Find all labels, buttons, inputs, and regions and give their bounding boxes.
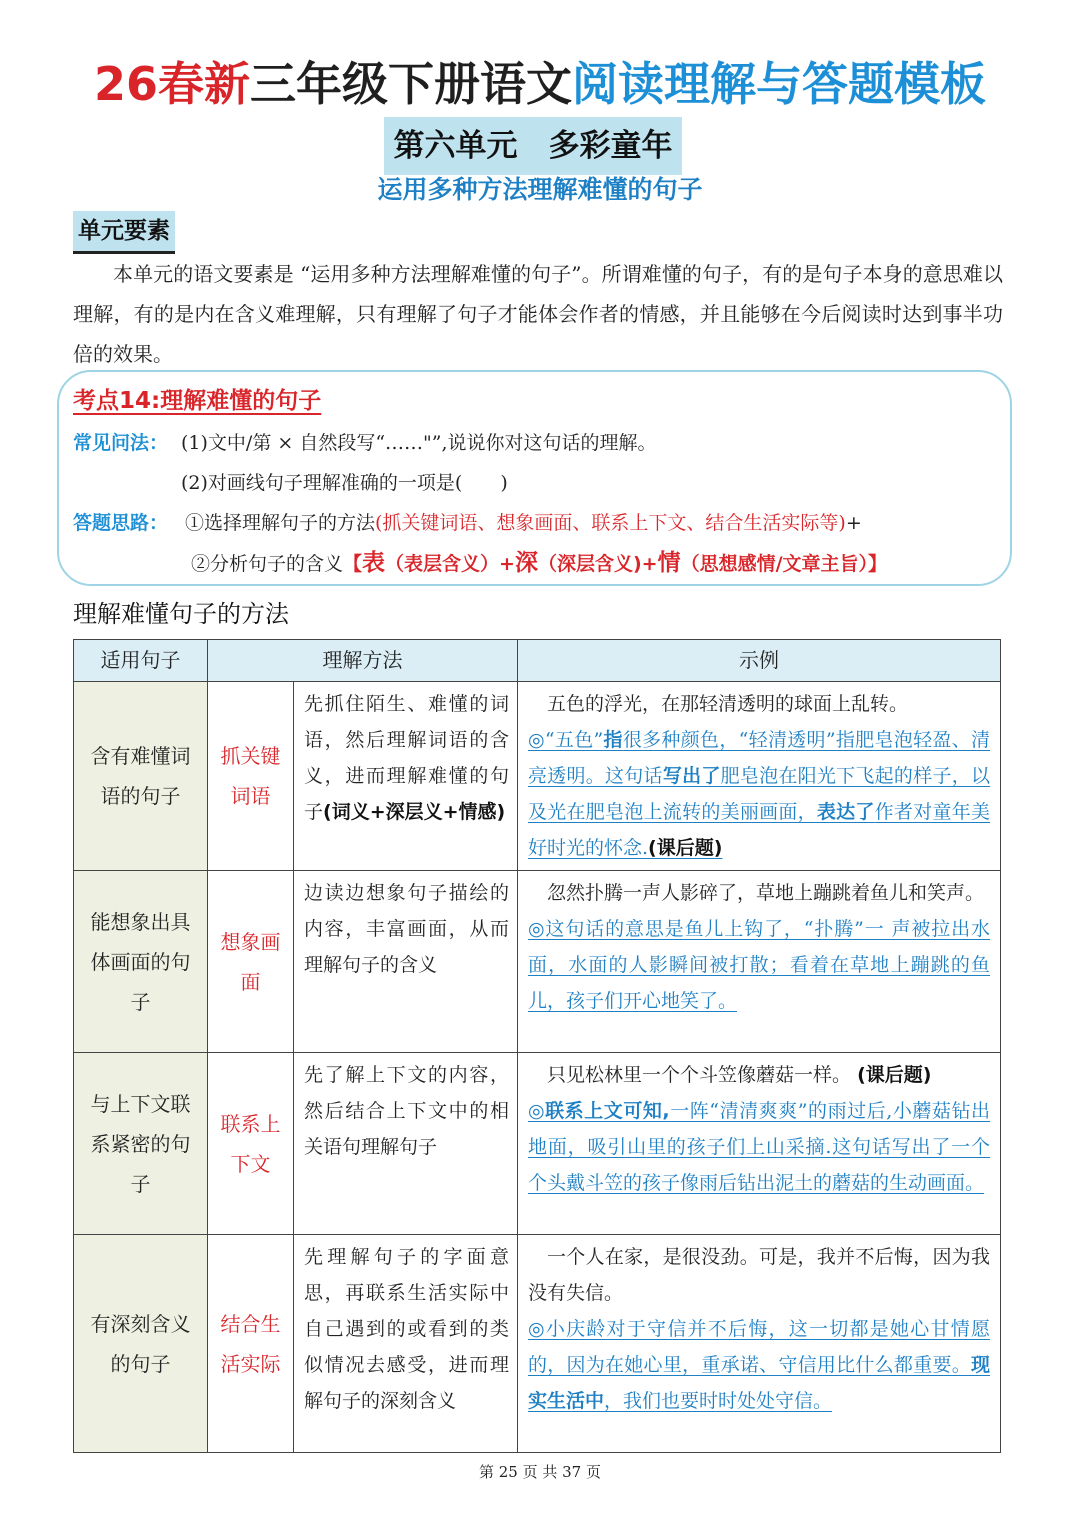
method-desc: 先抓住陌生、难懂的词语，然后理解词语的含义，进而理解难懂的句子 [304, 693, 509, 823]
formula-deep-note: （深层含义)+ [537, 553, 658, 575]
question-2: (2)对画线句子理解准确的一项是( ) [181, 472, 508, 494]
example-sentence: 一个人在家，是很没劲。可是，我并不后悔，因为我没有失信。 [528, 1246, 990, 1304]
title-part-black: 三年级下册语文 [250, 57, 572, 111]
answer-formula [343, 550, 888, 576]
column-header: 适用句子 [74, 640, 208, 682]
method-cell: 想象画面 [208, 871, 294, 1053]
answer-step-1: ①选择理解句子的方法 [185, 512, 376, 534]
table-row [74, 871, 1001, 1053]
answer-keyword: 现实生活中 [528, 1354, 990, 1412]
answer-text: ，我们也要时时处处守信。 [604, 1390, 833, 1412]
example-sentence: 五色的浮光，在那轻清透明的球面上乱转。 [547, 693, 909, 715]
answer-step-2: ②分析句子的含义 [191, 553, 344, 575]
example-cell [518, 1235, 1001, 1453]
applies-cell: 有深刻含义的句子 [74, 1235, 208, 1453]
formula-surface-note: （表层含义）+ [385, 553, 515, 575]
method-desc-cell: 先理解句子的字面意思，再联系生活实际中自己遇到的或看到的类似情况去感受，进而理解句子的深刻含义 [294, 1235, 518, 1453]
applies-cell: 含有难懂词语的句子 [74, 682, 208, 871]
example-sentence [528, 1057, 990, 1093]
formula-deep: 深 [514, 550, 538, 576]
example-sentence: 忽然扑腾一声人影碎了，草地上蹦跳着鱼儿和笑声。 [547, 882, 985, 904]
question-1: (1)文中/第 × 自然段写“……"”,说说你对这句话的理解。 [181, 432, 657, 454]
method-desc-cell [294, 682, 518, 871]
title-part-red: 26春新 [93, 57, 250, 111]
method-desc-bold: (词义+深层义+情感) [323, 801, 506, 823]
answer-text: 很多种颜色，“轻清透明”指肥皂泡轻盈、清亮透明。这句话 [528, 729, 990, 787]
question-label: 常见问法： [73, 432, 169, 454]
example-answer [528, 1311, 990, 1419]
applies-cell: 与上下文联系紧密的句子 [74, 1053, 208, 1235]
answer-row-2 [191, 543, 887, 584]
applies-cell: 能想象出具体画面的句子 [74, 871, 208, 1053]
document-title [0, 52, 1080, 116]
example-answer: ◎这句话的意思是鱼儿上钩了，“扑腾”一 声被拉出水面，水面的人影瞬间被打散；看着在草地上蹦跳的鱼儿，孩子们开心地笑了。 [528, 918, 990, 1012]
answer-text: 肥皂泡在阳光下飞起的样子，以及光在肥皂泡上流转的美丽画面， [528, 765, 990, 823]
page-number: 第 25 页 共 37 页 [478, 1463, 601, 1481]
example-cell [518, 682, 1001, 871]
answer-keyword: 写出了 [662, 765, 721, 787]
unit-subtitle: 运用多种方法理解难懂的句子 [377, 175, 703, 204]
method-desc-cell: 先了解上下文的内容，然后结合上下文中的相关语句理解句子 [294, 1053, 518, 1235]
answer-row-1 [73, 503, 862, 543]
question-row-1 [73, 423, 657, 463]
formula-surface: 表 [362, 550, 386, 576]
question-row-2 [181, 463, 508, 503]
example-text: 只见松林里一个个斗笠像蘑菇一样。 [547, 1064, 852, 1086]
method-cell: 联系上下文 [208, 1053, 294, 1235]
example-answer [528, 1093, 990, 1201]
exam-point-title: 考点14:理解难懂的句子 [73, 388, 322, 414]
table-row [74, 1235, 1001, 1453]
table-header-row [74, 640, 1001, 682]
exercise-tag: (课后题) [648, 837, 723, 859]
unit-elements-heading: 单元要素 [73, 211, 175, 254]
method-desc-cell: 边读边想象句子描绘的内容，丰富画面，从而理解句子的含义 [294, 871, 518, 1053]
unit-elements-text: 本单元的语文要素是 “运用多种方法理解难懂的句子”。所谓难懂的句子，有的是句子本身的意思难以理解，有的是内在含义难理解，只有理解了句子才能体会作者的情感，并且能够在今后阅读时达到事半功倍的效果。 [73, 262, 1003, 366]
methods-table [73, 639, 1001, 1453]
column-header: 理解方法 [208, 640, 518, 682]
answer-text: 作者对童年美好时光的怀念. [528, 801, 990, 859]
method-cell: 抓关键词语 [208, 682, 294, 871]
answer-step-1-methods: (抓关键词语、想象画面、联系上下文、结合生活实际等) [375, 512, 846, 534]
column-header: 示例 [518, 640, 1001, 682]
methods-heading: 理解难懂句子的方法 [73, 600, 289, 628]
answer-text: ◎“五色” [528, 729, 604, 751]
table-row [74, 1053, 1001, 1235]
unit-title: 第六单元 多彩童年 [384, 117, 682, 175]
exercise-tag: (课后题) [857, 1064, 932, 1086]
answer-label: 答题思路： [73, 512, 169, 534]
answer-keyword: 表达了 [816, 801, 875, 823]
answer-keyword: ◎联系上文可知, [528, 1100, 670, 1122]
answer-keyword: 指 [603, 729, 623, 751]
example-cell [518, 1053, 1001, 1235]
answer-text: ◎小庆龄对于守信并不后悔，这一切都是她心甘情愿的，因为在她心里，重承诺、守信用比什么都重要。 [528, 1318, 990, 1376]
example-answer [528, 722, 990, 866]
formula-emotion: 情 [657, 550, 681, 576]
answer-plus: + [845, 512, 862, 534]
title-part-blue: 阅读理解与答题模板 [572, 57, 986, 111]
example-cell [518, 871, 1001, 1053]
formula-emotion-note: （思想感情/文章主旨）】 [680, 553, 888, 575]
formula-bracket: 【 [343, 553, 363, 575]
table-row [74, 682, 1001, 871]
method-cell: 结合生活实际 [208, 1235, 294, 1453]
answer-text: 一阵“清清爽爽”的雨过后,小蘑菇钻出地面，吸引山里的孩子们上山采摘.这句话写出了一个个头戴斗笠的孩子像雨后钻出泥土的蘑菇的生动画面。 [528, 1100, 991, 1194]
